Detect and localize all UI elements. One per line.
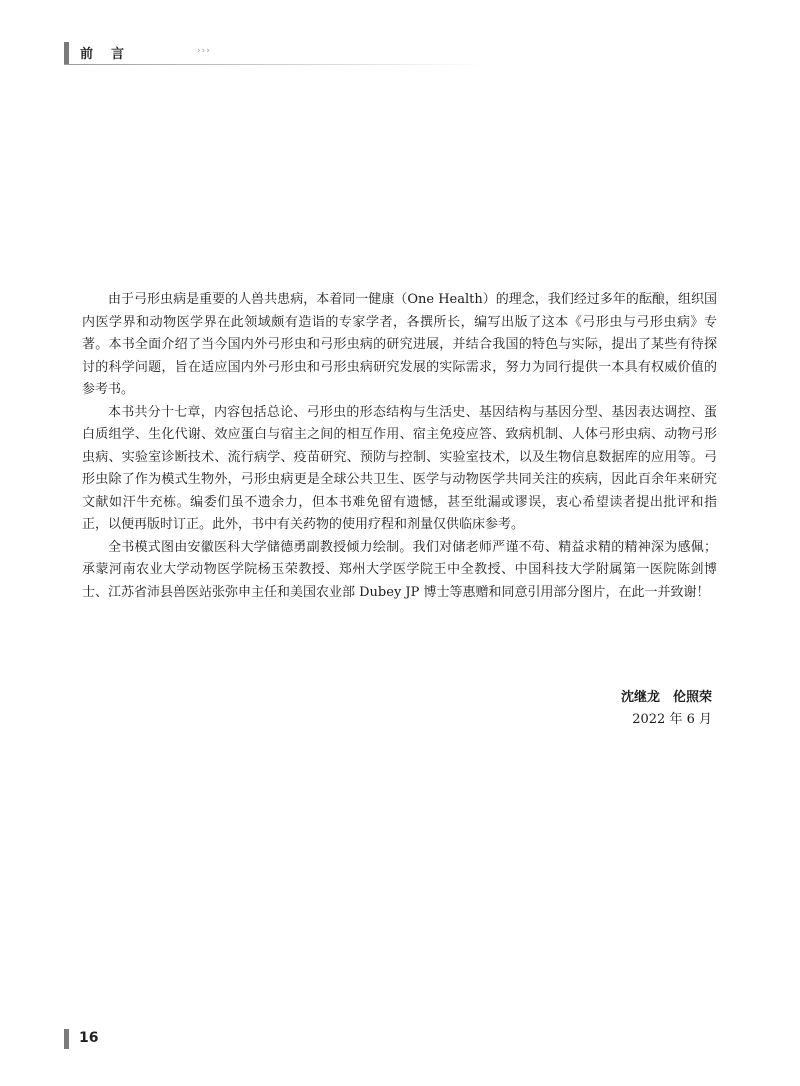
paragraph-3: 全书模式图由安徽医科大学储德勇副教授倾力绘制。我们对储老师严谨不苟、精益求精的精神深为感佩；承蒙河南农业大学动物医学院杨玉荣教授、郑州大学医学院王中全教授、中国科技大学附属第一医院陈剑博士、江苏省沛县兽医站张弥申主任和美国农业部 Dubey JP 博士等惠赠和同意引用部分图片，在此一并致谢！: [82, 539, 717, 600]
page-number: 16: [79, 1030, 99, 1046]
header-accent-bar: [64, 42, 69, 64]
section-title-char-2: 言: [111, 47, 127, 62]
signature-date: 2022 年 6 月: [632, 712, 712, 727]
author-names: 沈继龙 伦照荣: [620, 690, 712, 705]
chevron-arrows-icon: ›››: [197, 46, 211, 56]
preface-body: [82, 289, 717, 604]
section-title-char-1: 前: [80, 47, 96, 62]
section-title: [80, 43, 126, 62]
footer-accent-bar: [64, 1029, 69, 1049]
header-divider: [64, 64, 484, 65]
paragraph-2: 本书共分十七章，内容包括总论、弓形虫的形态结构与生活史、基因结构与基因分型、基因表达调控、蛋白质组学、生化代谢、效应蛋白与宿主之间的相互作用、宿主免疫应答、致病机制、人体弓形虫病、动物弓形虫病、实验室诊断技术、流行病学、疫苗研究、预防与控制、实验室技术，以及生物信息数据库的应用等。弓形虫除了作为模式生物外，弓形虫病更是全球公共卫生、医学与动物医学共同关注的疾病，因此百余年来研究文献如汗牛充栋。编委们虽不遗余力，但本书难免留有遗憾，甚至纰漏或谬误，衷心希望读者提出批评和指正，以便再版时订正。此外，书中有关药物的使用疗程和剂量仅供临床参考。: [82, 404, 717, 532]
running-header: [64, 42, 484, 64]
paragraph-1: 由于弓形虫病是重要的人兽共患病，本着同一健康（One Health）的理念，我们经过多年的酝酿，组织国内医学界和动物医学界在此领域颇有造诣的专家学者，各撰所长，编写出版了这本《弓形虫与弓形虫病》专著。本书全面介绍了当今国内外弓形虫和弓形虫病的研究进展，并结合我国的特色与实际，提出了某些有待探讨的科学问题，旨在适应国内外弓形虫和弓形虫病研究发展的实际需求，努力为同行提供一本具有权威价值的参考书。: [82, 292, 717, 397]
signature-block: [621, 687, 712, 731]
